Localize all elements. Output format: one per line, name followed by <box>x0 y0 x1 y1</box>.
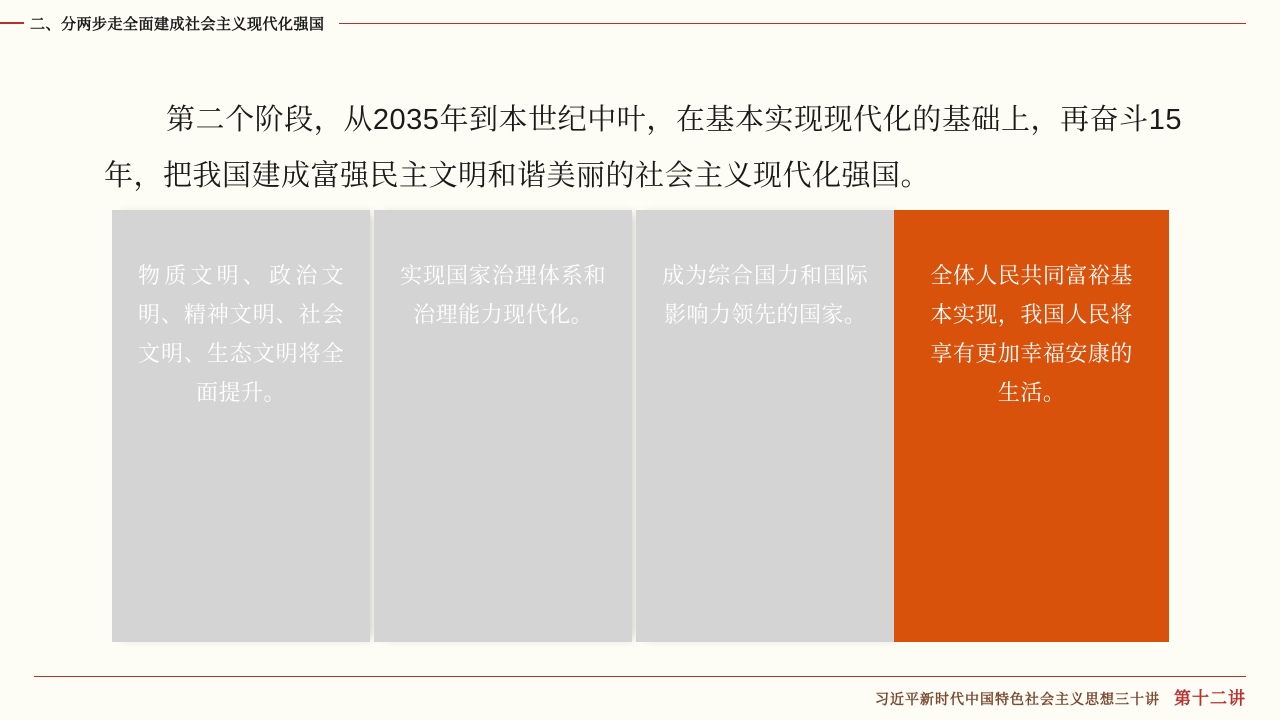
card-text: 全体人民共同富裕基本实现，我国人民将享有更加幸福安康的生活。 <box>930 263 1133 405</box>
card-text: 成为综合国力和国际影响力领先的国家。 <box>662 263 869 327</box>
card-item-4-highlight <box>894 210 1169 642</box>
card-item-3 <box>636 210 894 642</box>
body-paragraph: 第二个阶段，从2035年到本世纪中叶，在基本实现现代化的基础上，再奋斗15年，把我国建成富强民主文明和谐美丽的社会主义现代化强国。 <box>104 104 1182 192</box>
card-row <box>112 210 1169 642</box>
slide-header <box>0 0 1280 46</box>
page-title: 二、分两步走全面建成社会主义现代化强国 <box>30 15 325 33</box>
footer-meta <box>875 684 1246 709</box>
card-item-2 <box>374 210 632 642</box>
card-item-1 <box>112 210 370 642</box>
slide-footer <box>0 658 1280 720</box>
card-text: 物质文明、政治文明、精神文明、社会文明、生态文明将全面提升。 <box>138 263 345 405</box>
footer-series-title: 习近平新时代中国特色社会主义思想三十讲 <box>875 691 1160 707</box>
header-rule-left <box>0 22 24 24</box>
header-rule-right <box>339 23 1246 24</box>
card-text: 实现国家治理体系和治理能力现代化。 <box>400 263 607 327</box>
footer-lecture-label: 第十二讲 <box>1174 689 1246 708</box>
footer-divider <box>34 676 1246 677</box>
